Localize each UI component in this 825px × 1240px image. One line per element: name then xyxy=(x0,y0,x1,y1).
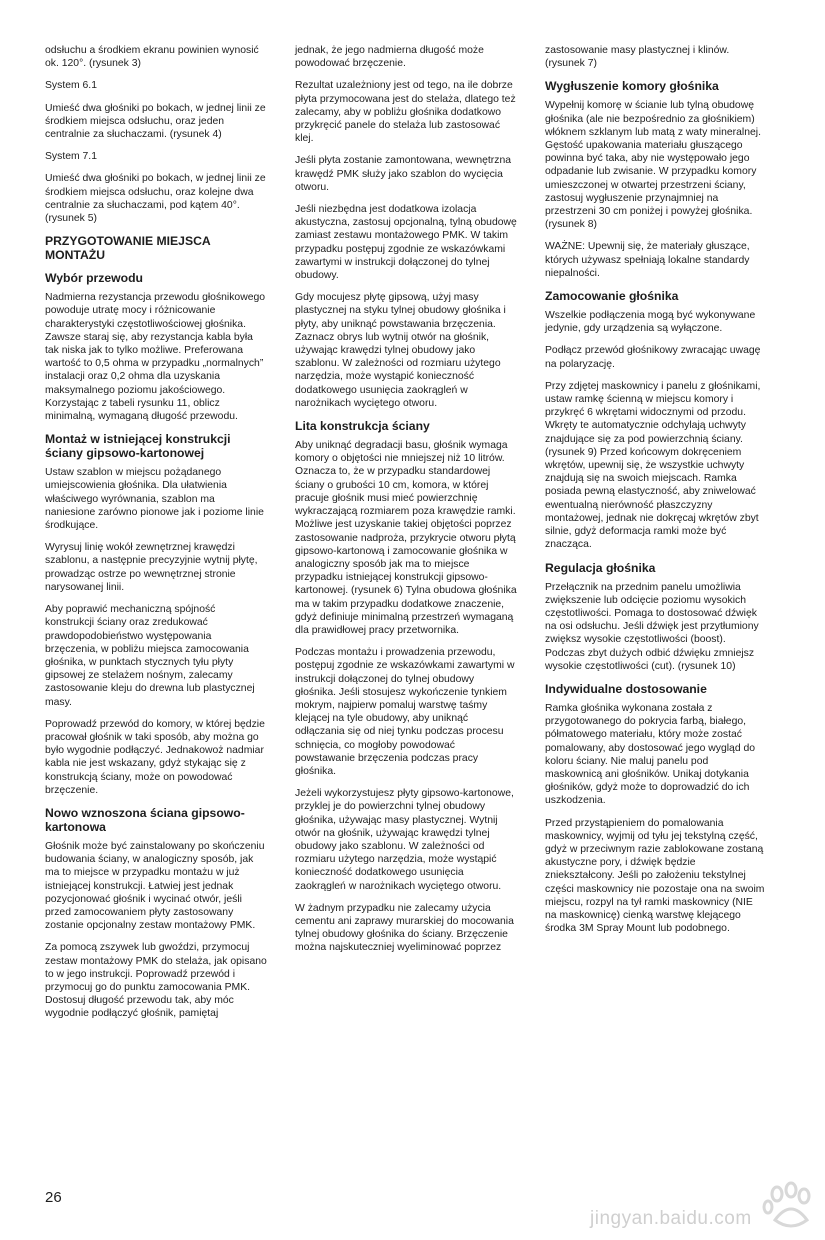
paragraph: Wypełnij komorę w ścianie lub tylną obudowę głośnika (ale nie bezpośrednio za głośnikiem) włóknem szklanym lub matą z waty mineralnej. Gęstość upakowania materiału głuszącego powinna być taka, aby nie występowało jego odpadanie lub zwisanie. W przypadku komory umieszczonej w otwartej przestrzeni ściany, zastosuj wygłuszenie przynajmniej na przestrzeni 30 cm poniżej i powyżej głośnika. (rysunek 8) xyxy=(545,100,761,231)
paragraph: Podłącz przewód głośnikowy zwracając uwagę na polaryzację. xyxy=(545,345,761,370)
text-column-left xyxy=(45,44,267,1030)
paragraph: Gdy mocujesz płytę gipsową, użyj masy plastycznej na styku tylnej obudowy głośnika i płyty, aby uniknąć powstawania brzęczenia. Zaznacz obrys lub wytnij otwór na głośnik, używając krawędzi tylnej obudowy jako szablonu. W zależności od rozmiaru użytego narzędzia, może wystąpić konieczność dodatkowego usunięcia zaokrągleń w narożnikach wyciętego otworu. xyxy=(295,292,506,409)
paragraph: W żadnym przypadku nie zalecamy użycia cementu ani zaprawy murarskiej do mocowania tylnej obudowy głośnika do ściany. Brzęczenie można najskuteczniej wyeliminować poprzez xyxy=(295,902,514,954)
paragraph: System 6.1 xyxy=(45,80,97,92)
paragraph: zastosowanie masy plastycznej i klinów. (rysunek 7) xyxy=(545,45,730,70)
paragraph: Przy zdjętej maskownicy i panelu z głośnikami, ustaw ramkę ścienną w miejscu komory i przykręć 6 wkrętami widocznymi od przodu. Wkręty te automatycznie odchylają uchwyty znajdujące się za pod powierzchnią ściany. (rysunek 9) Przed końcowym dokręceniem wkrętów, upewnij się, że wszystkie uchwyty znajdują się na swoich miejscach. Ramka posiada pewną elastyczność, aby zniwelować ewentualną nierówność płaszczyzny montażowej, jednak nie dokręcaj wkrętów zbyt silnie, gdyż deformacja ramki może być znacząca. xyxy=(545,380,761,551)
text-column-right xyxy=(545,44,767,944)
paragraph: Wyrysuj linię wokół zewnętrznej krawędzi szablonu, a następnie precyzyjnie wytnij płytę, prowadząc ostrze po wewnętrznej stronie narysowanej linii. xyxy=(45,542,258,593)
paragraph: Za pomocą zszywek lub gwoździ, przymocuj zestaw montażowy PMK do stelaża, jak opisano to w jego instrukcji. Poprowadź przewód i przymocuj go do punktu zamocowania PMK. Dostosuj długość przewodu tak, aby móc wygodnie podłączyć głośnik, pamiętaj xyxy=(45,942,267,1020)
paragraph: Jeżeli wykorzystujesz płyty gipsowo-kartonowe, przyklej je do powierzchni tylnej obudowy głośnika, używając masy plastycznej. Wytnij otwór na głośnik, używając krawędzi tylnej obudowy jako szablonu. W zależności od rozmiaru użytego narzędzia, może wystąpić konieczność dodatkowego usunięcia zaokrągleń w narożnikach wyciętego otworu. xyxy=(295,788,514,892)
paragraph: System 7.1 xyxy=(45,151,97,163)
paragraph: Głośnik może być zainstalowany po skończeniu budowania ściany, w analogiczny sposób, jak ma to miejsce w przypadku montażu w już istniejącej konstrukcji. Łatwiej jest jednak pozycjonować głośnik i wycinać otwór, jeśli przed zamocowaniem płyty zastosowany zostanie opcjonalny zestaw montażowy PMK. xyxy=(45,840,265,932)
baidu-watermark-logo-icon xyxy=(705,1180,823,1236)
paragraph: Jeśli płyta zostanie zamontowana, wewnętrzna krawędź PMK służy jako szablon do wycięcia otworu. xyxy=(295,155,512,193)
watermark-url: jingyan.baidu.com xyxy=(590,1208,752,1229)
paragraph: Ustaw szablon w miejscu pożądanego umiejscowienia głośnika. Dla ułatwienia właściwego wyrównania, szablon ma naniesione zarówno pionowe jak i poziome linie środkujące. xyxy=(45,467,264,532)
paragraph: Przed przystąpieniem do pomalowania maskownicy, wyjmij od tyłu jej tekstylną część, gdyż w przeciwnym razie zablokowane zostaną akustyczne pory, i dźwięk będzie zniekształcony. Jeśli po założeniu tekstylnej części maskownicy nie pozostaje ona na swoim miejscu, rozpyl na tył ramki maskownicy (NIE na maskownicę) cienką warstwę klejącego środka 3M Spray Mount lub podobnego. xyxy=(545,817,765,935)
paragraph: Umieść dwa głośniki po bokach, w jednej linii ze środkiem miejsca odsłuchu, oraz kolejne dwa centralnie za słuchaczami, pod kątem 40°. (rysunek 5) xyxy=(45,173,266,225)
paragraph: Przełącznik na przednim panelu umożliwia zwiększenie lub odcięcie poziomu wysokich częstotliwości. Pomaga to dostosować dźwięk na osi odsłuchu. Jeśli dźwięk jest przytłumiony zwiększ wysokie częstotliwości (boost). Podczas zbyt dużych odbić dźwięku zmniejsz wysokie częstotliwości (cut). (rysunek 10) xyxy=(545,581,759,672)
paragraph: Ramka głośnika wykonana została z przygotowanego do pokrycia farbą, białego, półmatowego materiału, który może zostać pomalowany, aby dostosować jego wygląd do koloru ściany. Nie maluj panelu pod maskownicą ani głośników. Unikaj dotykania głośników, gdyż może to doprowadzić do ich uszkodzenia. xyxy=(545,702,756,807)
paragraph: jednak, że jego nadmierna długość może powodować brzęczenie. xyxy=(295,45,484,70)
paragraph: WAŻNE: Upewnij się, że materiały głuszące, których używasz spełniają lokalne standardy niepalności. xyxy=(545,241,750,279)
text-column-middle xyxy=(295,44,517,964)
section-heading: Nowo wznoszona ściana gipsowo-kartonowa xyxy=(45,805,245,834)
paragraph: Poprowadź przewód do komory, w której będzie pracował głośnik w taki sposób, aby można go było wygodnie podłączyć. Jednakowoż nadmiar kabla nie jest wskazany, gdyż stykając się z konstrukcją ściany, może on powodować brzęczenie. xyxy=(45,718,265,796)
paragraph: Nadmierna rezystancja przewodu głośnikowego powoduje utratę mocy i różnicowanie charakterystyki częstotliwościowej głośnika. Zawsze staraj się, aby rezystancja kabla była tak niska jak to tylko możliwe. Preferowana wartość to 0,5 ohma w przypadku „normalnych” instalacji oraz 0,2 ohma dla uzyskania maksymalnego poziomu jakościowego. Korzystając z tabeli rysunku 11, oblicz minimalną, wymaganą długość przewodu. xyxy=(45,292,266,423)
section-title: PRZYGOTOWANIE MIEJSCA MONTAŻU xyxy=(45,234,211,263)
paragraph: odsłuchu a środkiem ekranu powinien wynosić ok. 120°. (rysunek 3) xyxy=(45,45,259,70)
section-heading: Zamocowanie głośnika xyxy=(545,289,679,304)
paragraph: Wszelkie podłączenia mogą być wykonywane jedynie, gdy urządzenia są wyłączone. xyxy=(545,310,756,335)
paragraph: Aby uniknąć degradacji basu, głośnik wymaga komory o objętości nie mniejszej niż 10 litrów. Oznacza to, że w przypadku standardowej ściany o grubości 10 cm, komora, w której pracuje głośnik musi mieć powierzchnię wykraczającą rozmiarem poza krawędzie ramki. Możliwe jest uzyskanie takiej objętości poprzez zastosowanie nadproża, przykrycie otworu płytą gipsowo-kartonową i zamocowanie głośnika w analogiczny sposób jak ma to miejsce przypadku istniejącej konstrukcji gipsowo-kartonowej. (rysunek 6) Tylna obudowa głośnika ma w takim przypadku dodatkowe znaczenie, gdyż definiuje minimalną przestrzeń wymaganą dla prawidłowej pracy przetwornika. xyxy=(295,440,517,636)
section-heading: Wygłuszenie komory głośnika xyxy=(545,79,719,94)
section-heading: Lita konstrukcja ściany xyxy=(295,419,430,434)
paragraph: Podczas montażu i prowadzenia przewodu, postępuj zgodnie ze wskazówkami zawartymi w instrukcji dołączonej do tylnej obudowy głośnika. Jeśli stosujesz wykończenie tynkiem mokrym, najpierw pomaluj warstwę taśmy klejącej na tyle obudowy, aby uniknąć odłączania się od niej tynku podczas procesu schnięcia, co mogłoby powodować powstawanie brzęczenia podczas pracy głośnika. xyxy=(295,647,515,777)
paragraph: Rezultat uzależniony jest od tego, na ile dobrze płyta przymocowana jest do stelaża, dlatego też zalecamy, aby w pobliżu głośnika dodatkowo przykręcić panele do stelaża lub zastosować klej. xyxy=(295,80,516,145)
paragraph: Umieść dwa głośniki po bokach, w jednej linii ze środkiem miejsca odsłuchu, oraz jeden centralnie za słuchaczami. (rysunek 4) xyxy=(45,102,266,141)
section-heading: Regulacja głośnika xyxy=(545,560,656,575)
paragraph: Aby poprawić mechaniczną spójność konstrukcji ściany oraz zredukować prawdopodobieństwo występowania brzęczenia, w pobliżu miejsca zamocowania głośnika, w punktach stycznych tyłu płyty gipsowej ze stelażem nośnym, zalecamy zastosowanie kleju do drewna lub plastycznej masy. xyxy=(45,604,255,708)
section-heading: Wybór przewodu xyxy=(45,271,143,286)
paragraph: Jeśli niezbędna jest dodatkowa izolacja akustyczna, zastosuj opcjonalną, tylną obudowę zamiast zestawu montażowego PMK. W takim przypadku postępuj zgodnie ze wskazówkami zawartymi w instrukcji dołączonej do tylnej obudowy. xyxy=(295,204,517,282)
section-heading: Montaż w istniejącej konstrukcji ściany gipsowo-kartonowej xyxy=(45,432,231,461)
page-number: 26 xyxy=(45,1189,62,1206)
section-heading: Indywidualne dostosowanie xyxy=(545,681,707,696)
